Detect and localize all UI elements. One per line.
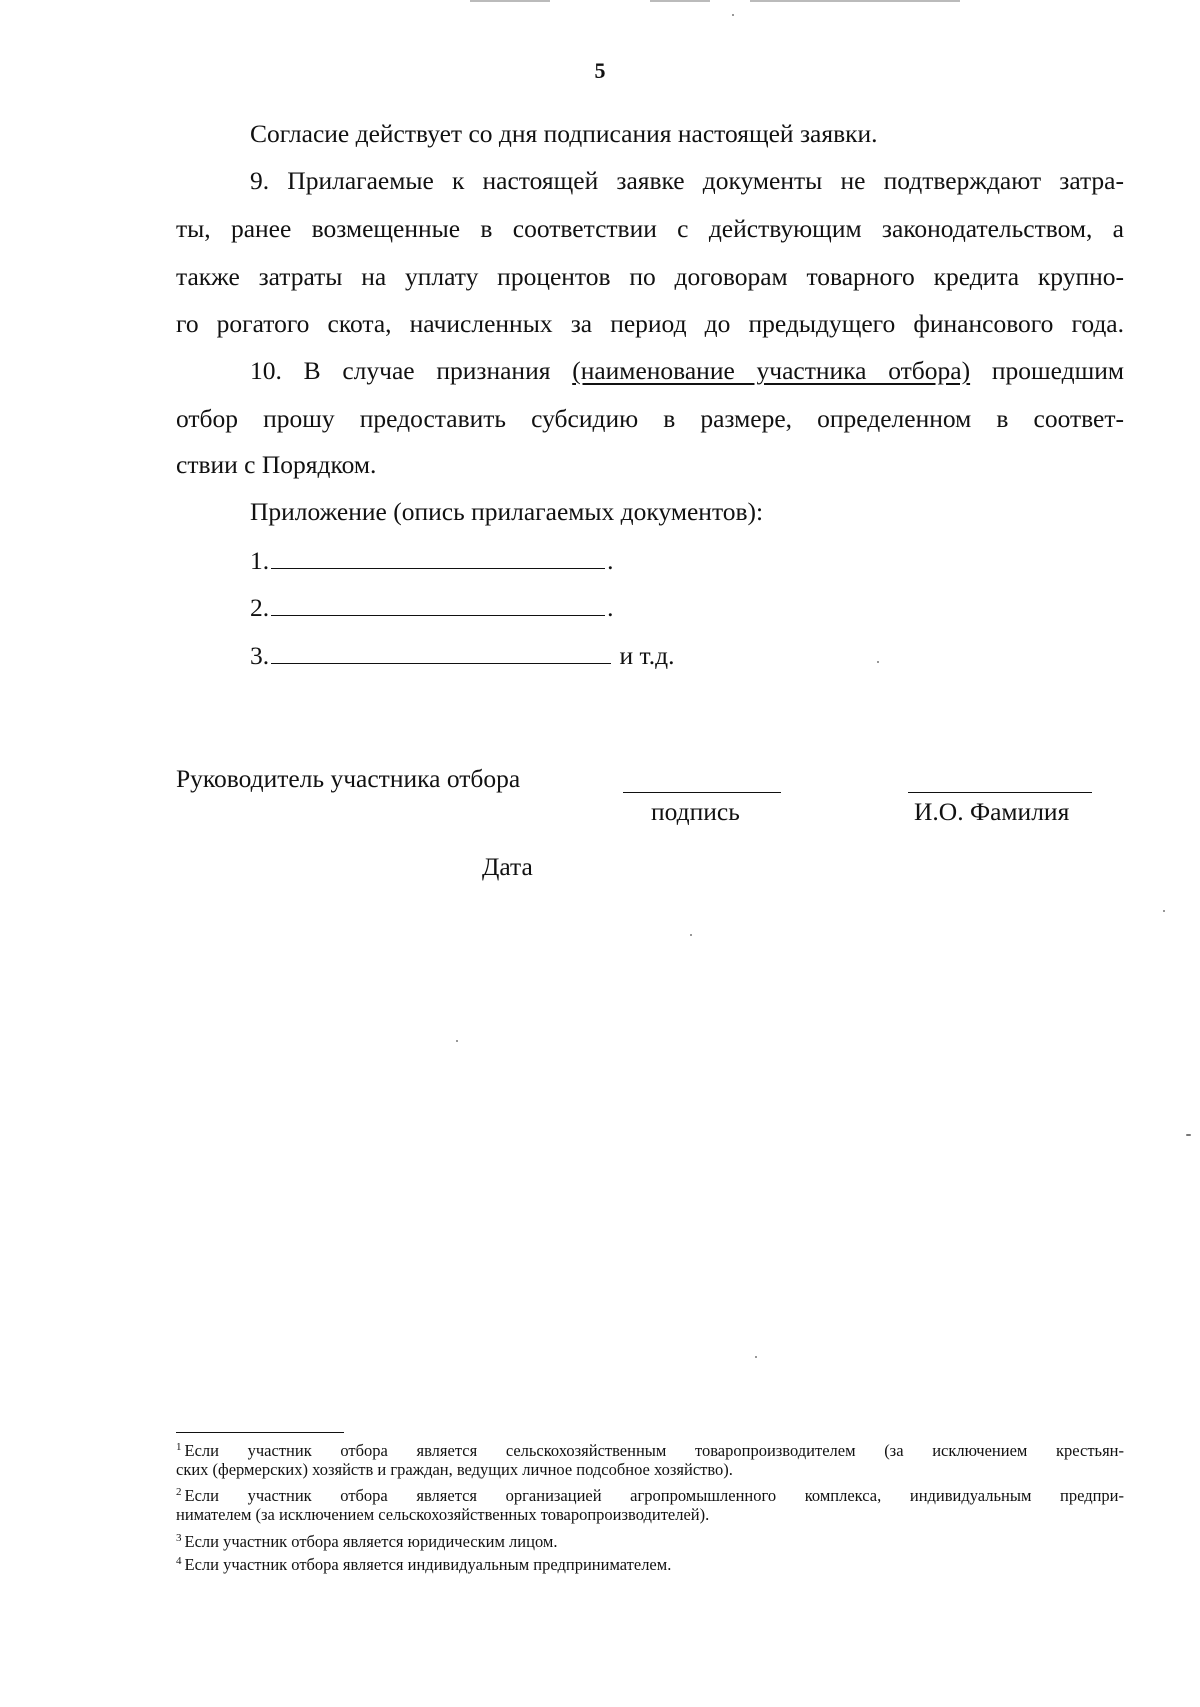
attachment-number: 2. xyxy=(250,593,270,622)
footnote-text: Если участник отбора является индивидуальным предпринимателем. xyxy=(184,1555,672,1574)
scan-speck xyxy=(755,1356,757,1358)
footnote-text: Если участник отбора является сельскохозяйственным товаропроизводителем (за исключением крестьян- xyxy=(184,1441,1124,1460)
attachment-end: . xyxy=(607,546,614,575)
paragraph-9-line-3 xyxy=(176,261,1124,293)
attachment-etc: и т.д. xyxy=(619,641,675,670)
scan-speck xyxy=(1186,1134,1191,1136)
head-of-participant-label: Руководитель участника отбора xyxy=(176,764,521,793)
scan-artifact xyxy=(470,0,550,2)
attachment-number: 1. xyxy=(250,546,270,575)
footnote-1-line-2: ских (фермерских) хозяйств и граждан, ведущих личное подсобное хозяйство). xyxy=(176,1460,733,1479)
paragraph-9-line-4 xyxy=(176,308,1124,340)
attachments-title: Приложение (опись прилагаемых документов): xyxy=(250,497,764,526)
consent-paragraph: Согласие действует со дня подписания настоящей заявки. xyxy=(250,119,878,148)
footnote-text: Если участник отбора является организацией агропромышленного комплекса, индивидуальным предпри- xyxy=(184,1486,1124,1505)
footnote-marker: 3 xyxy=(176,1532,182,1544)
footnote-2-line-1 xyxy=(176,1482,1124,1506)
paragraph-10-line-2 xyxy=(176,403,1124,435)
attachment-item-2 xyxy=(250,592,614,624)
paragraph-10-line-3: ствии с Порядком. xyxy=(176,450,377,479)
paragraph-10-text: 10. В случае признания xyxy=(250,356,573,385)
signature-line xyxy=(623,792,781,793)
name-line xyxy=(908,792,1092,793)
footnote-1-line-1 xyxy=(176,1437,1124,1461)
paragraph-9-text: 9. Прилагаемые к настоящей заявке документы не подтверждают затра- xyxy=(250,166,1124,195)
footnote-marker: 4 xyxy=(176,1555,182,1567)
footnote-2-line-2: нимателем (за исключением сельскохозяйственных товаропроизводителей). xyxy=(176,1505,710,1524)
footnote-marker: 2 xyxy=(176,1486,182,1498)
paragraph-9-text: го рогатого скота, начисленных за период до предыдущего финансового года. xyxy=(176,309,1124,338)
paragraph-10-text: прошедшим xyxy=(970,356,1124,385)
footnote-4 xyxy=(176,1551,1124,1575)
footnote-3 xyxy=(176,1528,1124,1552)
attachment-blank-line xyxy=(271,593,605,616)
scan-speck xyxy=(877,661,879,663)
paragraph-9-line-2 xyxy=(176,213,1124,245)
page-number: 5 xyxy=(594,58,606,83)
footnote-separator xyxy=(176,1432,344,1433)
paragraph-10-line-1 xyxy=(250,355,1124,387)
paragraph-10-text: отбор прошу предоставить субсидию в размере, определенном в соответ- xyxy=(176,404,1124,433)
footnote-text: Если участник отбора является юридическим лицом. xyxy=(184,1532,558,1551)
name-caption: И.О. Фамилия xyxy=(914,797,1070,826)
attachment-blank-line xyxy=(271,641,611,664)
attachment-item-1 xyxy=(250,545,614,577)
attachment-number: 3. xyxy=(250,641,270,670)
paragraph-9-text: ты, ранее возмещенные в соответствии с действующим законодательством, а xyxy=(176,214,1124,243)
attachment-blank-line xyxy=(271,546,605,569)
signature-caption: подпись xyxy=(651,797,740,826)
participant-name-placeholder: (наименование участника отбора) xyxy=(572,356,971,385)
scan-speck xyxy=(732,14,734,16)
scan-speck xyxy=(690,934,692,936)
paragraph-9-text: также затраты на уплату процентов по договорам товарного кредита крупно- xyxy=(176,262,1124,291)
scan-artifact xyxy=(750,0,960,2)
date-label: Дата xyxy=(482,852,533,881)
footnote-marker: 1 xyxy=(176,1441,182,1453)
attachment-item-3 xyxy=(250,640,674,672)
scan-speck xyxy=(456,1040,458,1042)
scan-artifact xyxy=(650,0,710,2)
attachment-end: . xyxy=(607,593,614,622)
paragraph-9-line-1 xyxy=(250,165,1124,197)
scan-speck xyxy=(1163,910,1165,912)
